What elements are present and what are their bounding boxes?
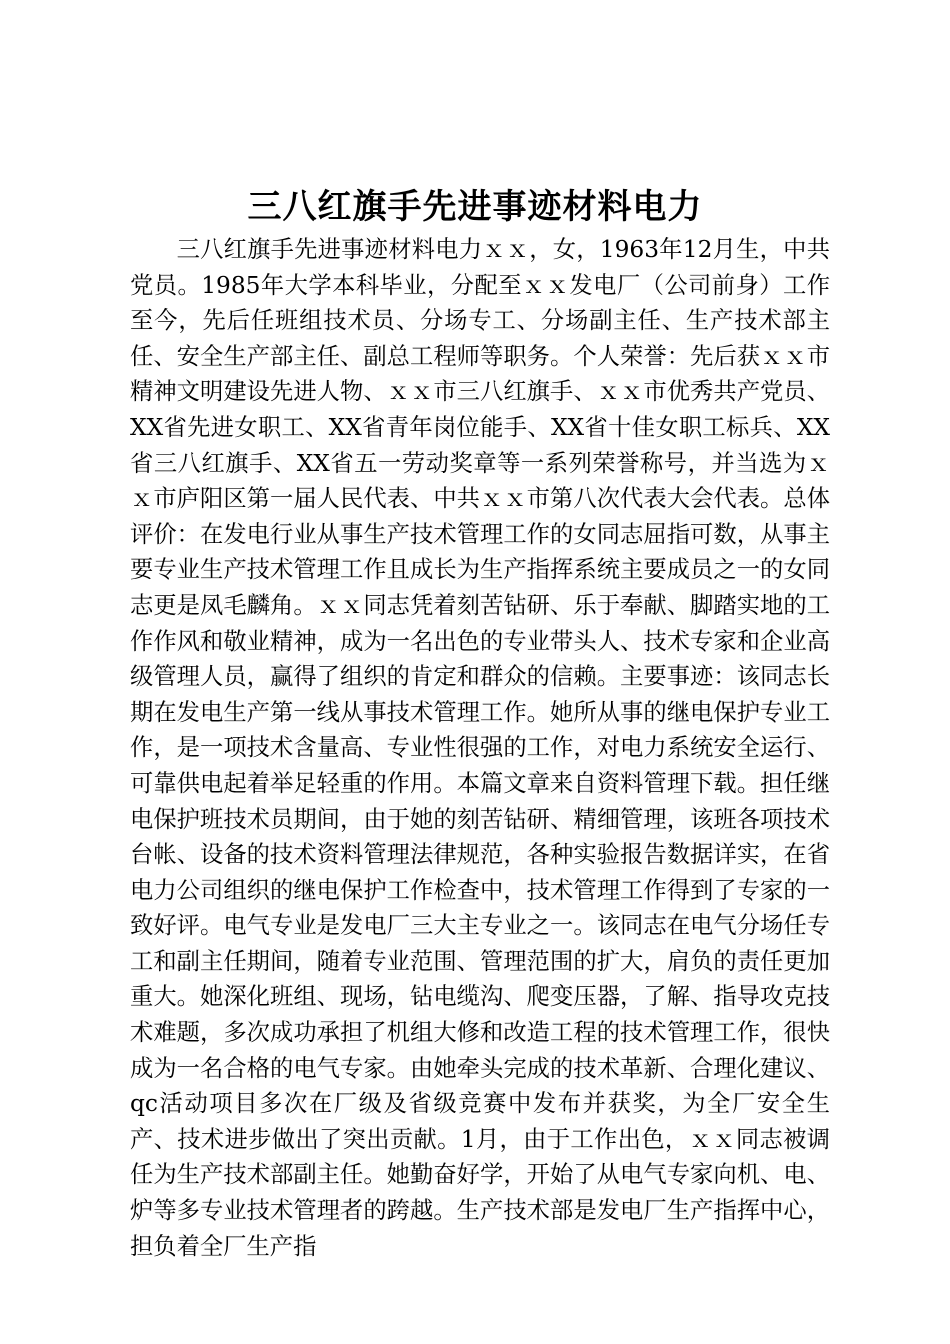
document-title: 三八红旗手先进事迹材料电力 — [247, 187, 703, 227]
document-body-paragraph: 三八红旗手先进事迹材料电力ｘｘ，女，1963年12月生，中共党员。1985年大学本科毕业，分配至ｘｘ发电厂（公司前身）工作至今，先后任班组技术员、分场专工、分场副主任、生产技术部主任、安全生产部主任、副总工程师等职务。个人荣誉：先后获ｘｘ市精神文明建设先进人物、ｘｘ市三八红旗手、ｘｘ市优秀共产党员、XX省先进女职工、XX省青年岗位能手、XX省十佳女职工标兵、XX省三八红旗手、XX省五一劳动奖章等一系列荣誉称号，并当选为ｘｘ市庐阳区第一届人民代表、中共ｘｘ市第八次代表大会代表。总体评价：在发电行业从事生产技术管理工作的女同志屈指可数，从事主要专业生产技术管理工作且成长为生产指挥系统主要成员之一的女同志更是凤毛麟角。ｘｘ同志凭着刻苦钻研、乐于奉献、脚踏实地的工作作风和敬业精神，成为一名出色的专业带头人、技术专家和企业高级管理人员，赢得了组织的肯定和群众的信赖。主要事迹：该同志长期在发电生产第一线从事技术管理工作。她所从事的继电保护专业工作，是一项技术含量高、专业性很强的工作，对电力系统安全运行、可靠供电起着举足轻重的作用。本篇文章来自资料管理下载。担任继电保护班技术员期间，由于她的刻苦钻研、精细管理，该班各项技术台帐、设备的技术资料管理法律规范，各种实验报告数据详实，在省电力公司组织的继电保护工作检查中，技术管理工作得到了专家的一致好评。电气专业是发电厂三大主专业之一。该同志在电气分场任专工和副主任期间，随着专业范围、管理范围的扩大，肩负的责任更加重大。她深化班组、现场，钻电缆沟、爬变压器，了解、指导攻克技术难题，多次成功承担了机组大修和改造工程的技术管理工作，很快成为一名合格的电气专家。由她牵头完成的技术革新、合理化建议、qc活动项目多次在厂级及省级竞赛中发布并获奖，为全厂安全生产、技术进步做出了突出贡献。1月，由于工作出色，ｘｘ同志被调任为生产技术部副主任。她勤奋好学，开始了从电气专家向机、电、炉等多专业技术管理者的跨越。生产技术部是发电厂生产指挥中心，担负着全厂生产指 — [130, 236, 830, 1260]
